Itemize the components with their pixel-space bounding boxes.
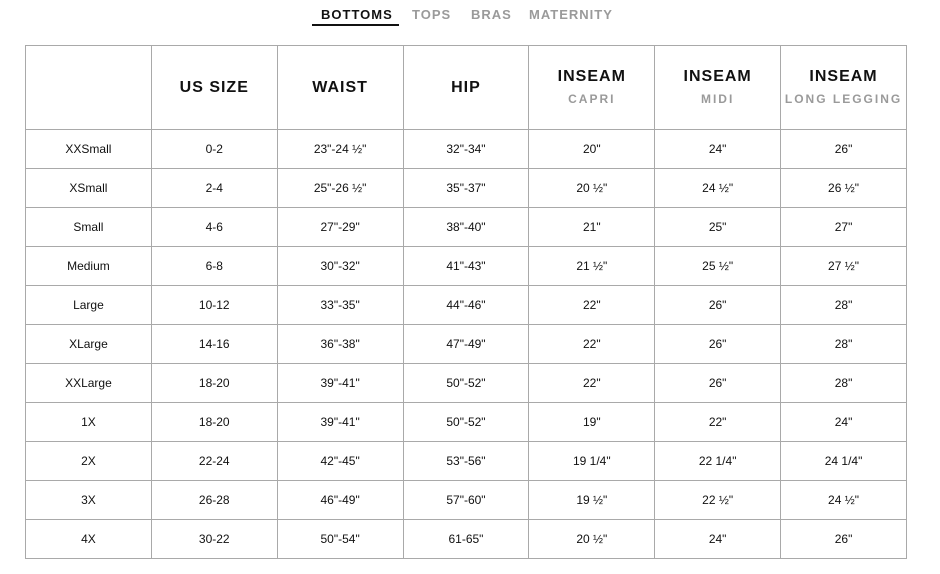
cell-hip: 47"-49" bbox=[403, 325, 529, 364]
size-chart-table bbox=[25, 45, 907, 559]
cell-us-size: 10-12 bbox=[151, 286, 277, 325]
table-row bbox=[26, 481, 907, 520]
cell-size-label: 1X bbox=[26, 403, 152, 442]
header-inseam-midi: INSEAM MIDI bbox=[655, 46, 781, 130]
cell-size-label: Small bbox=[26, 208, 152, 247]
cell-inseam-long-legging: 24 ½" bbox=[781, 481, 907, 520]
cell-inseam-long-legging: 26 ½" bbox=[781, 169, 907, 208]
cell-inseam-midi: 26" bbox=[655, 325, 781, 364]
header-inseam-capri: INSEAM CAPRI bbox=[529, 46, 655, 130]
header-row bbox=[26, 46, 907, 130]
cell-inseam-capri: 21 ½" bbox=[529, 247, 655, 286]
cell-hip: 50"-52" bbox=[403, 364, 529, 403]
header-inseam-long-legging: INSEAM LONG LEGGING bbox=[781, 46, 907, 130]
cell-hip: 57"-60" bbox=[403, 481, 529, 520]
table-row bbox=[26, 442, 907, 481]
cell-inseam-capri: 22" bbox=[529, 286, 655, 325]
cell-waist: 23"-24 ½" bbox=[277, 130, 403, 169]
cell-inseam-capri: 19 ½" bbox=[529, 481, 655, 520]
cell-us-size: 22-24 bbox=[151, 442, 277, 481]
table-row bbox=[26, 169, 907, 208]
cell-waist: 39"-41" bbox=[277, 364, 403, 403]
cell-inseam-long-legging: 26" bbox=[781, 520, 907, 559]
cell-inseam-long-legging: 24 1/4" bbox=[781, 442, 907, 481]
table-row bbox=[26, 403, 907, 442]
cell-hip: 41"-43" bbox=[403, 247, 529, 286]
cell-inseam-midi: 25 ½" bbox=[655, 247, 781, 286]
cell-us-size: 26-28 bbox=[151, 481, 277, 520]
cell-waist: 39"-41" bbox=[277, 403, 403, 442]
cell-inseam-capri: 20 ½" bbox=[529, 520, 655, 559]
cell-waist: 30"-32" bbox=[277, 247, 403, 286]
cell-size-label: XLarge bbox=[26, 325, 152, 364]
cell-size-label: 2X bbox=[26, 442, 152, 481]
cell-hip: 44"-46" bbox=[403, 286, 529, 325]
cell-size-label: Large bbox=[26, 286, 152, 325]
table-row bbox=[26, 130, 907, 169]
cell-size-label: 3X bbox=[26, 481, 152, 520]
cell-waist: 33"-35" bbox=[277, 286, 403, 325]
cell-inseam-capri: 20" bbox=[529, 130, 655, 169]
table-row bbox=[26, 286, 907, 325]
header-subtitle: LONG LEGGING bbox=[784, 91, 903, 106]
table-row bbox=[26, 364, 907, 403]
table-row bbox=[26, 208, 907, 247]
cell-size-label: Medium bbox=[26, 247, 152, 286]
cell-inseam-midi: 24" bbox=[655, 130, 781, 169]
cell-inseam-midi: 26" bbox=[655, 364, 781, 403]
header-hip: HIP bbox=[403, 46, 529, 130]
header-waist: WAIST bbox=[277, 46, 403, 130]
cell-size-label: 4X bbox=[26, 520, 152, 559]
size-chart-header bbox=[26, 46, 907, 130]
cell-inseam-midi: 22" bbox=[655, 403, 781, 442]
cell-inseam-capri: 19" bbox=[529, 403, 655, 442]
size-category-tabs bbox=[0, 0, 940, 30]
tab-maternity[interactable]: MATERNITY bbox=[529, 7, 613, 22]
cell-us-size: 18-20 bbox=[151, 403, 277, 442]
cell-inseam-long-legging: 27" bbox=[781, 208, 907, 247]
cell-waist: 50"-54" bbox=[277, 520, 403, 559]
cell-us-size: 18-20 bbox=[151, 364, 277, 403]
cell-hip: 50"-52" bbox=[403, 403, 529, 442]
cell-inseam-capri: 22" bbox=[529, 364, 655, 403]
cell-us-size: 0-2 bbox=[151, 130, 277, 169]
cell-size-label: XXLarge bbox=[26, 364, 152, 403]
cell-us-size: 14-16 bbox=[151, 325, 277, 364]
active-tab-underline bbox=[312, 24, 399, 26]
cell-us-size: 2-4 bbox=[151, 169, 277, 208]
cell-waist: 42"-45" bbox=[277, 442, 403, 481]
cell-waist: 46"-49" bbox=[277, 481, 403, 520]
size-chart-body bbox=[26, 130, 907, 559]
cell-us-size: 6-8 bbox=[151, 247, 277, 286]
cell-waist: 36"-38" bbox=[277, 325, 403, 364]
cell-hip: 35"-37" bbox=[403, 169, 529, 208]
header-us-size: US SIZE bbox=[151, 46, 277, 130]
cell-inseam-midi: 22 1/4" bbox=[655, 442, 781, 481]
cell-inseam-midi: 25" bbox=[655, 208, 781, 247]
table-row bbox=[26, 247, 907, 286]
cell-inseam-capri: 20 ½" bbox=[529, 169, 655, 208]
cell-inseam-long-legging: 27 ½" bbox=[781, 247, 907, 286]
header-size-label bbox=[26, 46, 152, 130]
cell-us-size: 30-22 bbox=[151, 520, 277, 559]
header-subtitle: MIDI bbox=[700, 91, 735, 106]
tab-tops[interactable]: TOPS bbox=[412, 7, 452, 22]
cell-size-label: XSmall bbox=[26, 169, 152, 208]
table-row bbox=[26, 520, 907, 559]
cell-hip: 61-65" bbox=[403, 520, 529, 559]
table-row bbox=[26, 325, 907, 364]
cell-inseam-midi: 22 ½" bbox=[655, 481, 781, 520]
cell-hip: 53"-56" bbox=[403, 442, 529, 481]
tab-bras[interactable]: BRAS bbox=[471, 7, 512, 22]
cell-inseam-long-legging: 26" bbox=[781, 130, 907, 169]
cell-us-size: 4-6 bbox=[151, 208, 277, 247]
cell-inseam-capri: 22" bbox=[529, 325, 655, 364]
tab-bottoms[interactable]: BOTTOMS bbox=[321, 7, 393, 22]
cell-inseam-long-legging: 28" bbox=[781, 364, 907, 403]
cell-inseam-long-legging: 28" bbox=[781, 286, 907, 325]
cell-size-label: XXSmall bbox=[26, 130, 152, 169]
cell-hip: 38"-40" bbox=[403, 208, 529, 247]
cell-inseam-midi: 26" bbox=[655, 286, 781, 325]
cell-waist: 27"-29" bbox=[277, 208, 403, 247]
cell-inseam-long-legging: 24" bbox=[781, 403, 907, 442]
cell-hip: 32"-34" bbox=[403, 130, 529, 169]
cell-waist: 25"-26 ½" bbox=[277, 169, 403, 208]
header-subtitle: CAPRI bbox=[568, 91, 616, 106]
cell-inseam-long-legging: 28" bbox=[781, 325, 907, 364]
cell-inseam-capri: 21" bbox=[529, 208, 655, 247]
cell-inseam-capri: 19 1/4" bbox=[529, 442, 655, 481]
cell-inseam-midi: 24" bbox=[655, 520, 781, 559]
cell-inseam-midi: 24 ½" bbox=[655, 169, 781, 208]
